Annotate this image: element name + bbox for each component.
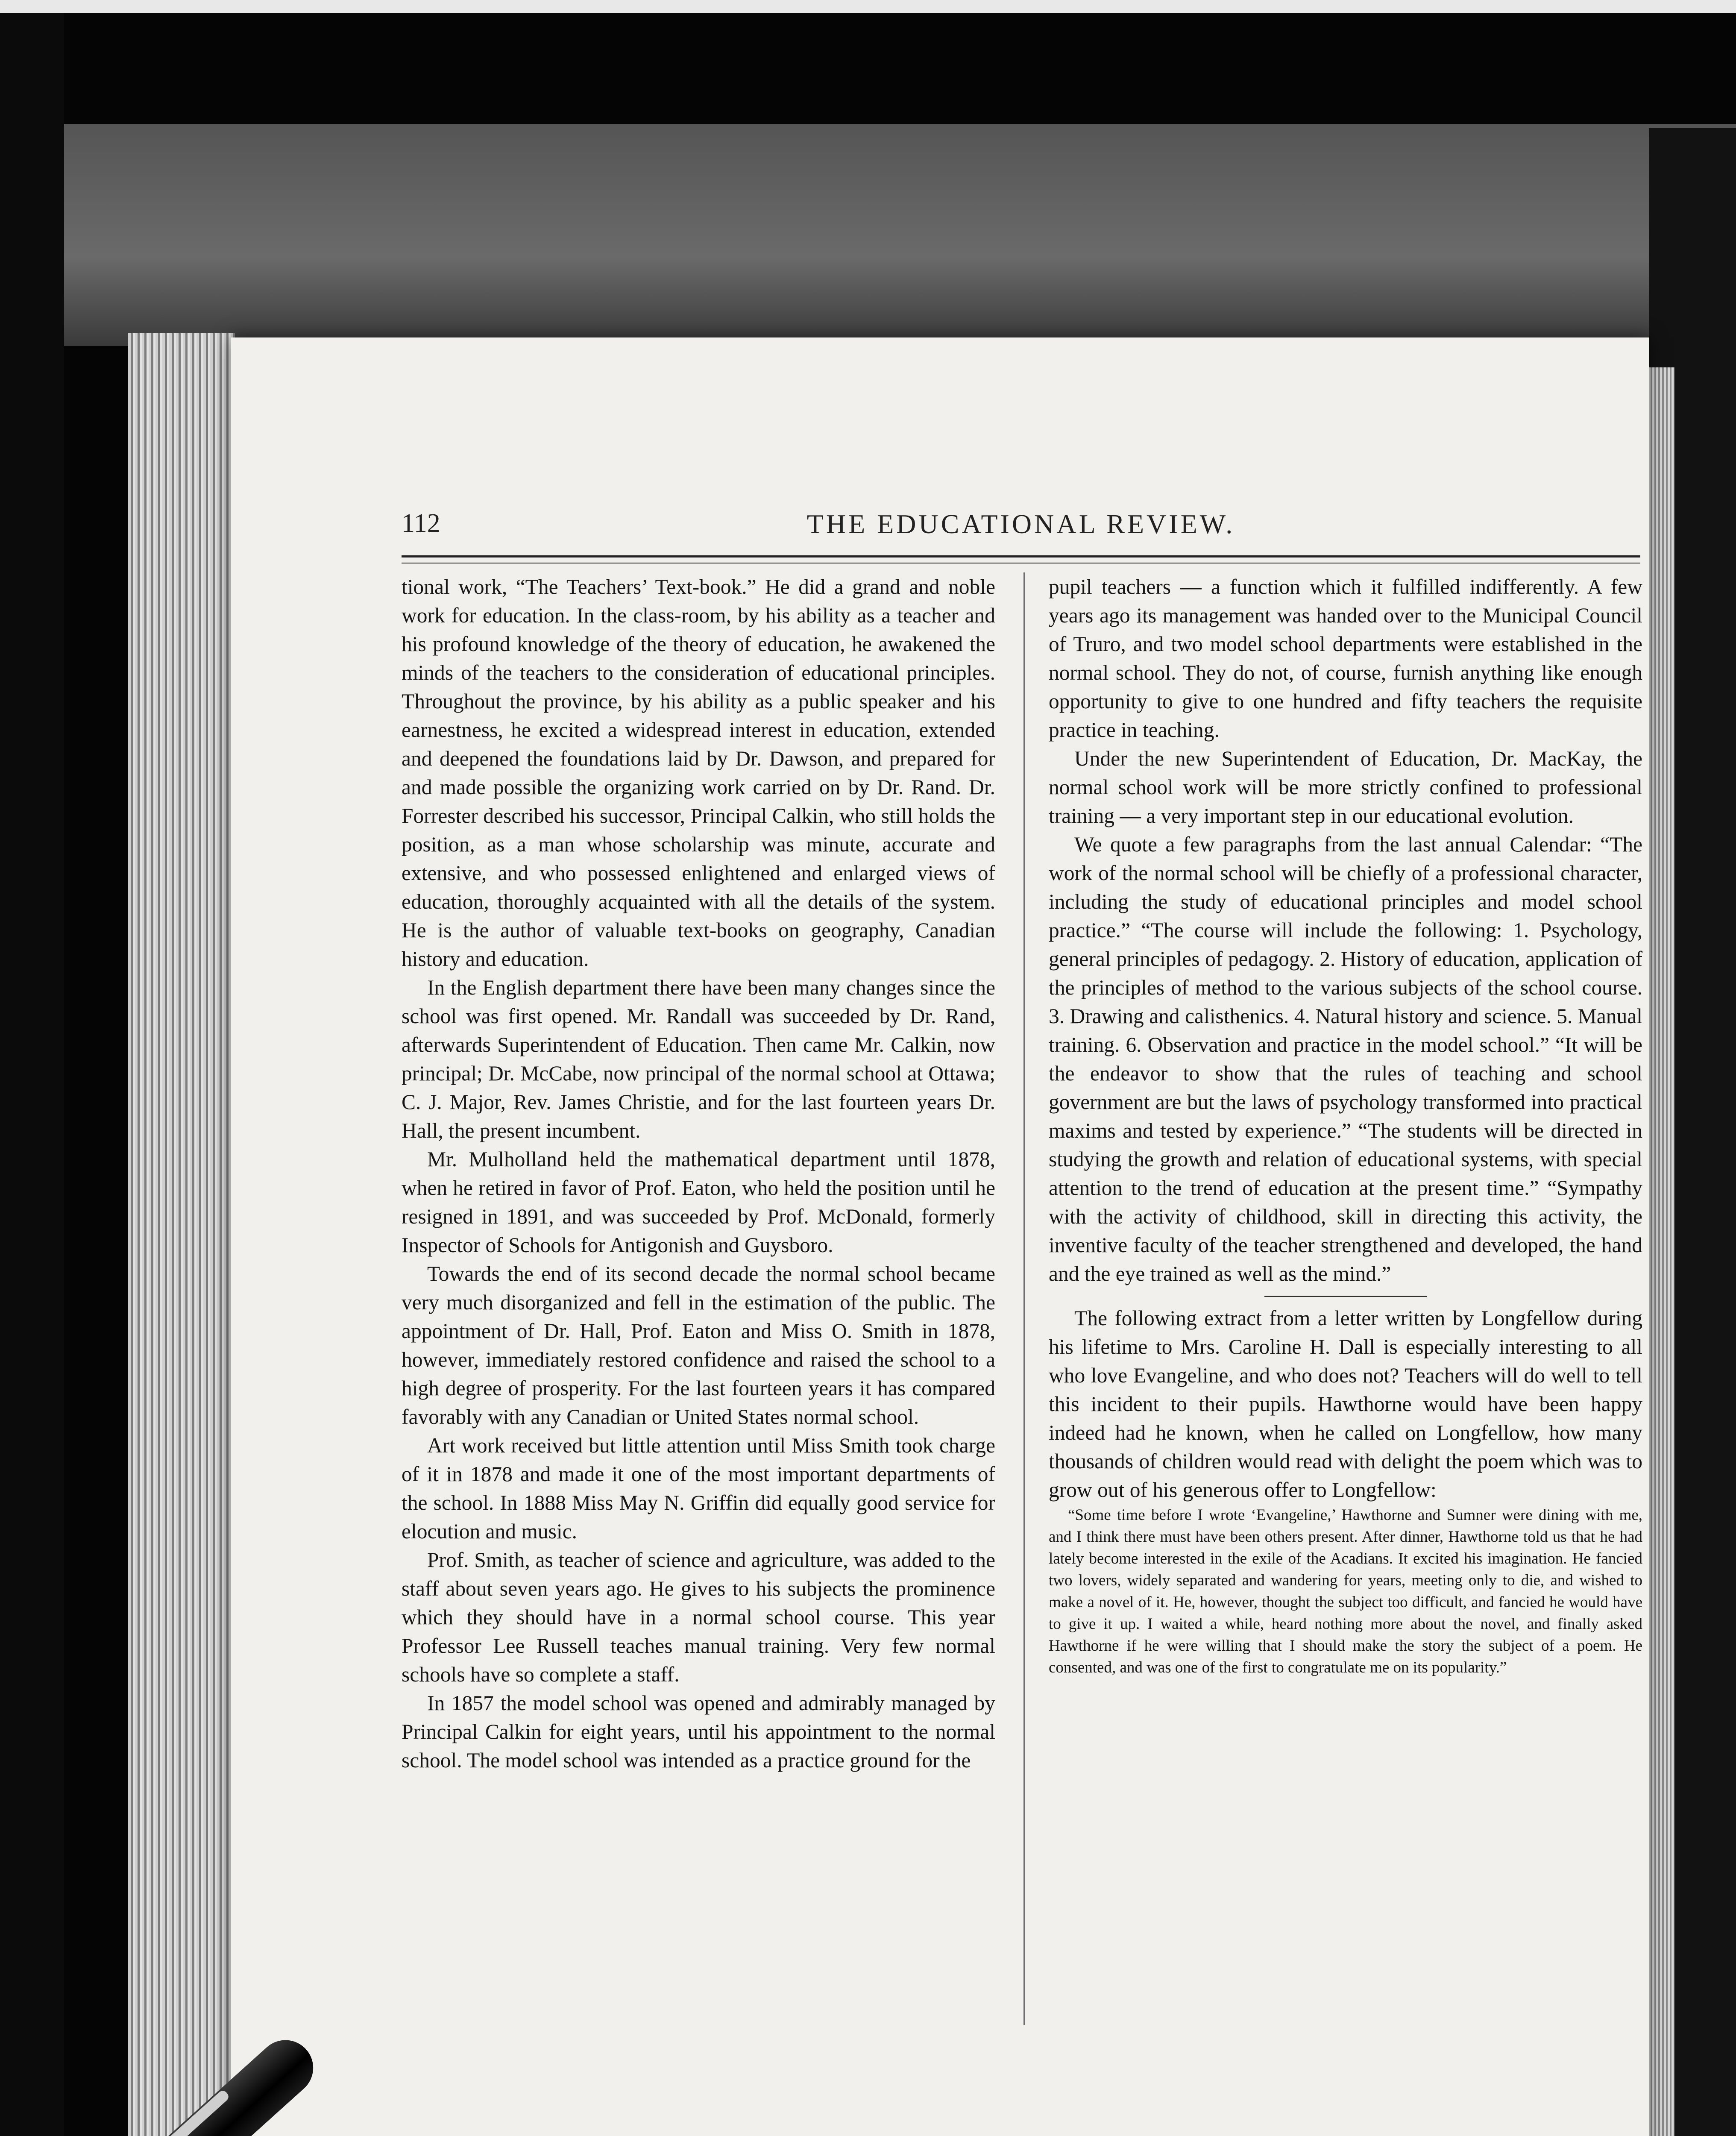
section-rule xyxy=(1264,1296,1427,1297)
paragraph: The following extract from a letter written by Longfellow during his lifetime to Mrs. Caroline H. Dall is especially interesting to all who love Evangeline, and who does not? Teachers will do well to tell this incident to their pupils. Hawthorne would have been happy indeed had he known, when he called on Longfellow, how many thousands of children would read with delight the poem which was to grow out of his generous offer to Longfellow: xyxy=(1049,1306,1642,1502)
paragraph: In the English department there have been many changes since the school was first opened. Mr. Randall was succeeded by Dr. Rand, afterwards Superintendent of Education. Then came Mr. Calkin, now principal; Dr. McCabe, now principal of the normal school at Ottawa; C. J. Major, Rev. James Christie, and for the last fourteen years Dr. Hall, the present incumbent. xyxy=(402,976,995,1142)
background-surface-top xyxy=(64,124,1736,346)
page-header xyxy=(402,508,1640,551)
paragraph: We quote a few paragraphs from the last annual Calendar: “The work of the normal school will be chiefly of a professional character, including the study of educational principles and model school practice.” “The course will include the following: 1. Psychology, general principles of pedagogy. 2. History of education, application of the principles of method to the various subjects of the school course. 3. Drawing and calisthenics. 4. Natural history and science. 5. Manual training. 6. Observation and practice in the model school.” “It will be the endeavor to show that the rules of teaching and school government are but the laws of psychology transformed into practical maxims and tested by experience.” “The students will be directed in studying the growth and relation of educational systems, with special attention to the trend of education at the present time.” “Sympathy with the activity of childhood, skill in directing this activity, the inventive faculty of the teacher strengthened and developed, the hand and the eye trained as well as the mind.” xyxy=(1049,833,1642,1285)
right-column xyxy=(1049,572,1642,1678)
paragraph: Mr. Mulholland held the mathematical department until 1878, when he retired in favor of Prof. Eaton, who held the position until he resigned in 1891, and was succeeded by Prof. McDonald, formerly Inspector of Schools for Antigonish and Guysboro. xyxy=(402,1147,995,1257)
paragraph: tional work, “The Teachers’ Text-book.” He did a grand and noble work for education. In the class-room, by his ability as a teacher and his profound knowledge of the theory of education, he awakened the minds of the teachers to the consideration of educational principles. Throughout the province, by his ability as a public speaker and his earnestness, he excited a widespread interest in education, extended and deepened the foundations laid by Dr. Dawson, and prepared for and made possible the organizing work carried on by Dr. Rand. Dr. Forrester described his successor, Principal Calkin, who still holds the position, as a man whose scholarship was minute, accurate and extensive, and who possessed enlightened and enlarged views of education, thoroughly acquainted with all the details of the system. He is the author of valuable text-books on geography, Canadian history and education. xyxy=(402,575,995,971)
running-head: THE EDUCATIONAL REVIEW. xyxy=(806,509,1235,539)
book-page-edges-right xyxy=(1645,367,1674,2136)
paragraph: In 1857 the model school was opened and admirably managed by Principal Calkin for eight years, until his appointment to the normal school. The model school was intended as a practice ground for the xyxy=(402,1691,995,1772)
paragraph: pupil teachers — a function which it fulfilled indifferently. A few years ago its management was handed over to the Municipal Council of Truro, and two model school departments were established in the normal school. They do not, of course, furnish anything like enough opportunity to give to one hundred and fifty teachers the requisite practice in teaching. xyxy=(1049,575,1642,742)
quoted-letter: “Some time before I wrote ‘Evangeline,’ Hawthorne and Sumner were dining with me, and I think there must have been others present. After dinner, Hawthorne told us that he had lately become interested in the exile of the Acadians. It excited his imagination. He fancied two lovers, widely separated and wandering for years, meeting only to die, and wished to make a novel of it. He, however, thought the subject too difficult, and fancied he would have to give it up. I waited a while, heard nothing more about the novel, and finally asked Hawthorne if he were willing that I should make the story the subject of a poem. He consented, and was one of the first to congratulate me on its popularity.” xyxy=(1049,1506,1642,1676)
book-page-edges-left xyxy=(128,333,235,2136)
column-divider xyxy=(1023,572,1025,2025)
book-page xyxy=(231,337,1649,2136)
paragraph: Prof. Smith, as teacher of science and agriculture, was added to the staff about seven years ago. He gives to his subjects the prominence which they should have in a normal school course. This year Professor Lee Russell teaches manual training. Very few normal schools have so complete a staff. xyxy=(402,1548,995,1686)
paragraph: Art work received but little attention until Miss Smith took charge of it in 1878 and made it one of the most important departments of the school. In 1888 Miss May N. Griffin did equally good service for elocution and music. xyxy=(402,1434,995,1543)
scan-left-border xyxy=(0,13,64,2136)
header-rule xyxy=(402,555,1640,563)
paragraph: Towards the end of its second decade the normal school became very much disorganized and fell in the estimation of the public. The appointment of Dr. Hall, Prof. Eaton and Miss O. Smith in 1878, however, immediately restored confidence and raised the school to a high degree of prosperity. For the last fourteen years it has compared favorably with any Canadian or United States normal school. xyxy=(402,1262,995,1429)
paragraph: Under the new Superintendent of Education, Dr. MacKay, the normal school work will be more strictly confined to professional training — a very important step in our educational evolution. xyxy=(1049,747,1642,827)
page-number: 112 xyxy=(402,509,440,538)
scan-top-border xyxy=(0,0,1736,13)
left-column xyxy=(402,572,995,1775)
